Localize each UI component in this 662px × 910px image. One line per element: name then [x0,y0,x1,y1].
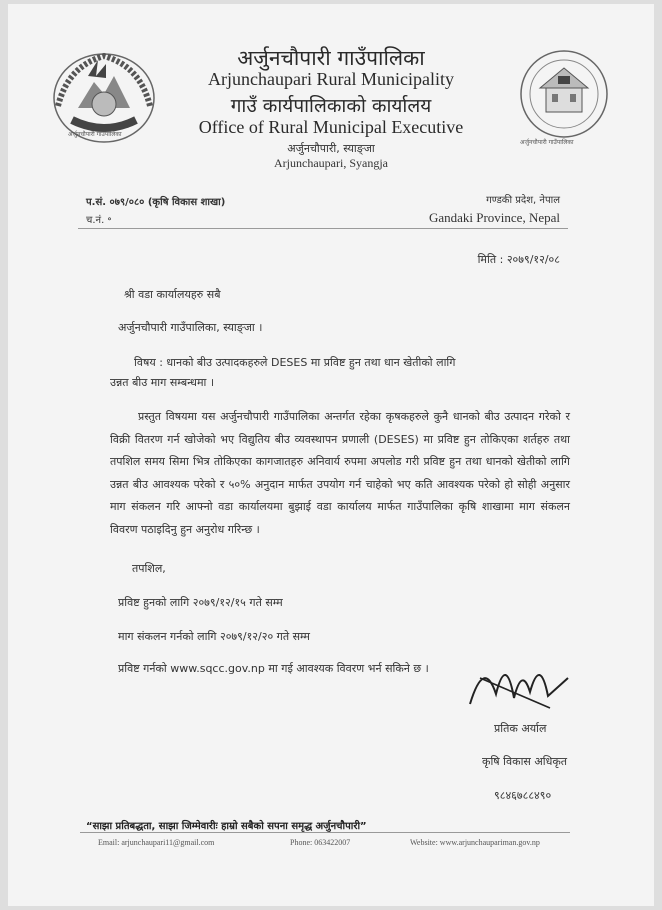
footer-website: Website: www.arjunchaupariman.gov.np [410,838,540,847]
footer-phone: Phone: 063422007 [290,838,351,847]
recipient-line-1: श्री वडा कार्यालयहरु सबै [124,288,221,301]
signatory-name: प्रतिक अर्याल [494,722,547,735]
left-emblem-caption: अर्जुनचौपारी गाउँपालिका [68,131,122,138]
office-name-en: Office of Rural Municipal Executive [198,117,464,137]
tapsil-heading: तपशिल, [132,562,166,575]
right-emblem-caption: अर्जुनचौपारी गाउँपालिका [520,139,574,146]
tapsil-item-2: माग संकलन गर्नको लागि २०७९/१२/२० गते सम्म [118,630,310,643]
subject-line-2: उन्नत बीउ माग सम्बन्धमा । [110,376,215,389]
address-np: अर्जुनचौपारी, स्याङ्जा [287,142,375,155]
footer-email: Email: arjunchaupari11@gmail.com [98,838,215,847]
header-divider [78,228,568,229]
footer-slogan: “साझा प्रतिबद्धता, साझा जिम्मेवारीः हाम्रो सबैको सपना समृद्ध अर्जुनचौपारी” [86,821,367,832]
recipient-line-2: अर्जुनचौपारी गाउँपालिका, स्याङ्जा । [118,321,263,334]
letter-body: प्रस्तुत विषयमा यस अर्जुनचौपारी गाउँपालिका अन्तर्गत रहेका कृषकहरुले कुनै धानको बीउ उत्पादन गरेको र विक्री वितरण गर्न खोजेको भए विद्युतिय बीउ व्यवस्थापन प्रणाली (DESES) मा प्रविष्ट हुन तोकिएका शर्तहरु तथा तपशिल समय सिमा भित्र तोकिएका कागजातहरु अनिवार्य रुपमा अपलोड गरी प्रविष्ट हुन तथा धानको खेतीको लागि उन्नत बीउ आवश्यक परेको र ५०% अनुदान मार्फत उपयोग गर्न चाहेको भए कति आवश्यक परेको हो सोही अनुसार माग संकलन गरि आफ्नो वडा कार्यालयमा बुझाई वडा कार्यालय मार्फत गाउँपालिका कृषि शाखामा माग संकलन विवरण पठाइदिनु हुन अनुरोध गरिन्छ । [110,410,570,536]
municipality-name-en: Arjunchaupari Rural Municipality [208,69,454,89]
letter-date: मिति : २०७९/१२/०८ [477,253,560,266]
office-name-np: गाउँ कार्यपालिकाको कार्यालय [230,95,432,117]
municipality-name-np: अर्जुनचौपारी गाउँपालिका [237,46,425,70]
dispatch-number: च.नं. ॰ [86,215,112,226]
reference-number: प.सं. ०७९/०८० (कृषि विकास शाखा) [86,197,226,208]
signatory-designation: कृषि विकास अधिकृत [482,755,568,768]
province-en: Gandaki Province, Nepal [428,210,560,225]
signature-mark [460,648,580,716]
tapsil-item-1: प्रविष्ट हुनको लागि २०७९/१२/१५ गते सम्म [118,596,283,609]
tapsil-item-3: प्रविष्ट गर्नको www.sqcc.gov.np मा गई आवश्यक विवरण भर्न सकिने छ । [118,662,429,675]
address-en: Arjunchaupari, Syangja [274,156,388,170]
footer-divider [80,832,570,833]
signatory-phone: ९८४६७८८४९० [494,789,552,802]
province-np: गण्डकी प्रदेश, नेपाल [486,195,560,206]
letter-page [8,4,654,906]
subject-line-1: विषय : धानको बीउ उत्पादकहरुले DESES मा प्रविष्ट हुन तथा धान खेतीको लागि [134,356,456,369]
